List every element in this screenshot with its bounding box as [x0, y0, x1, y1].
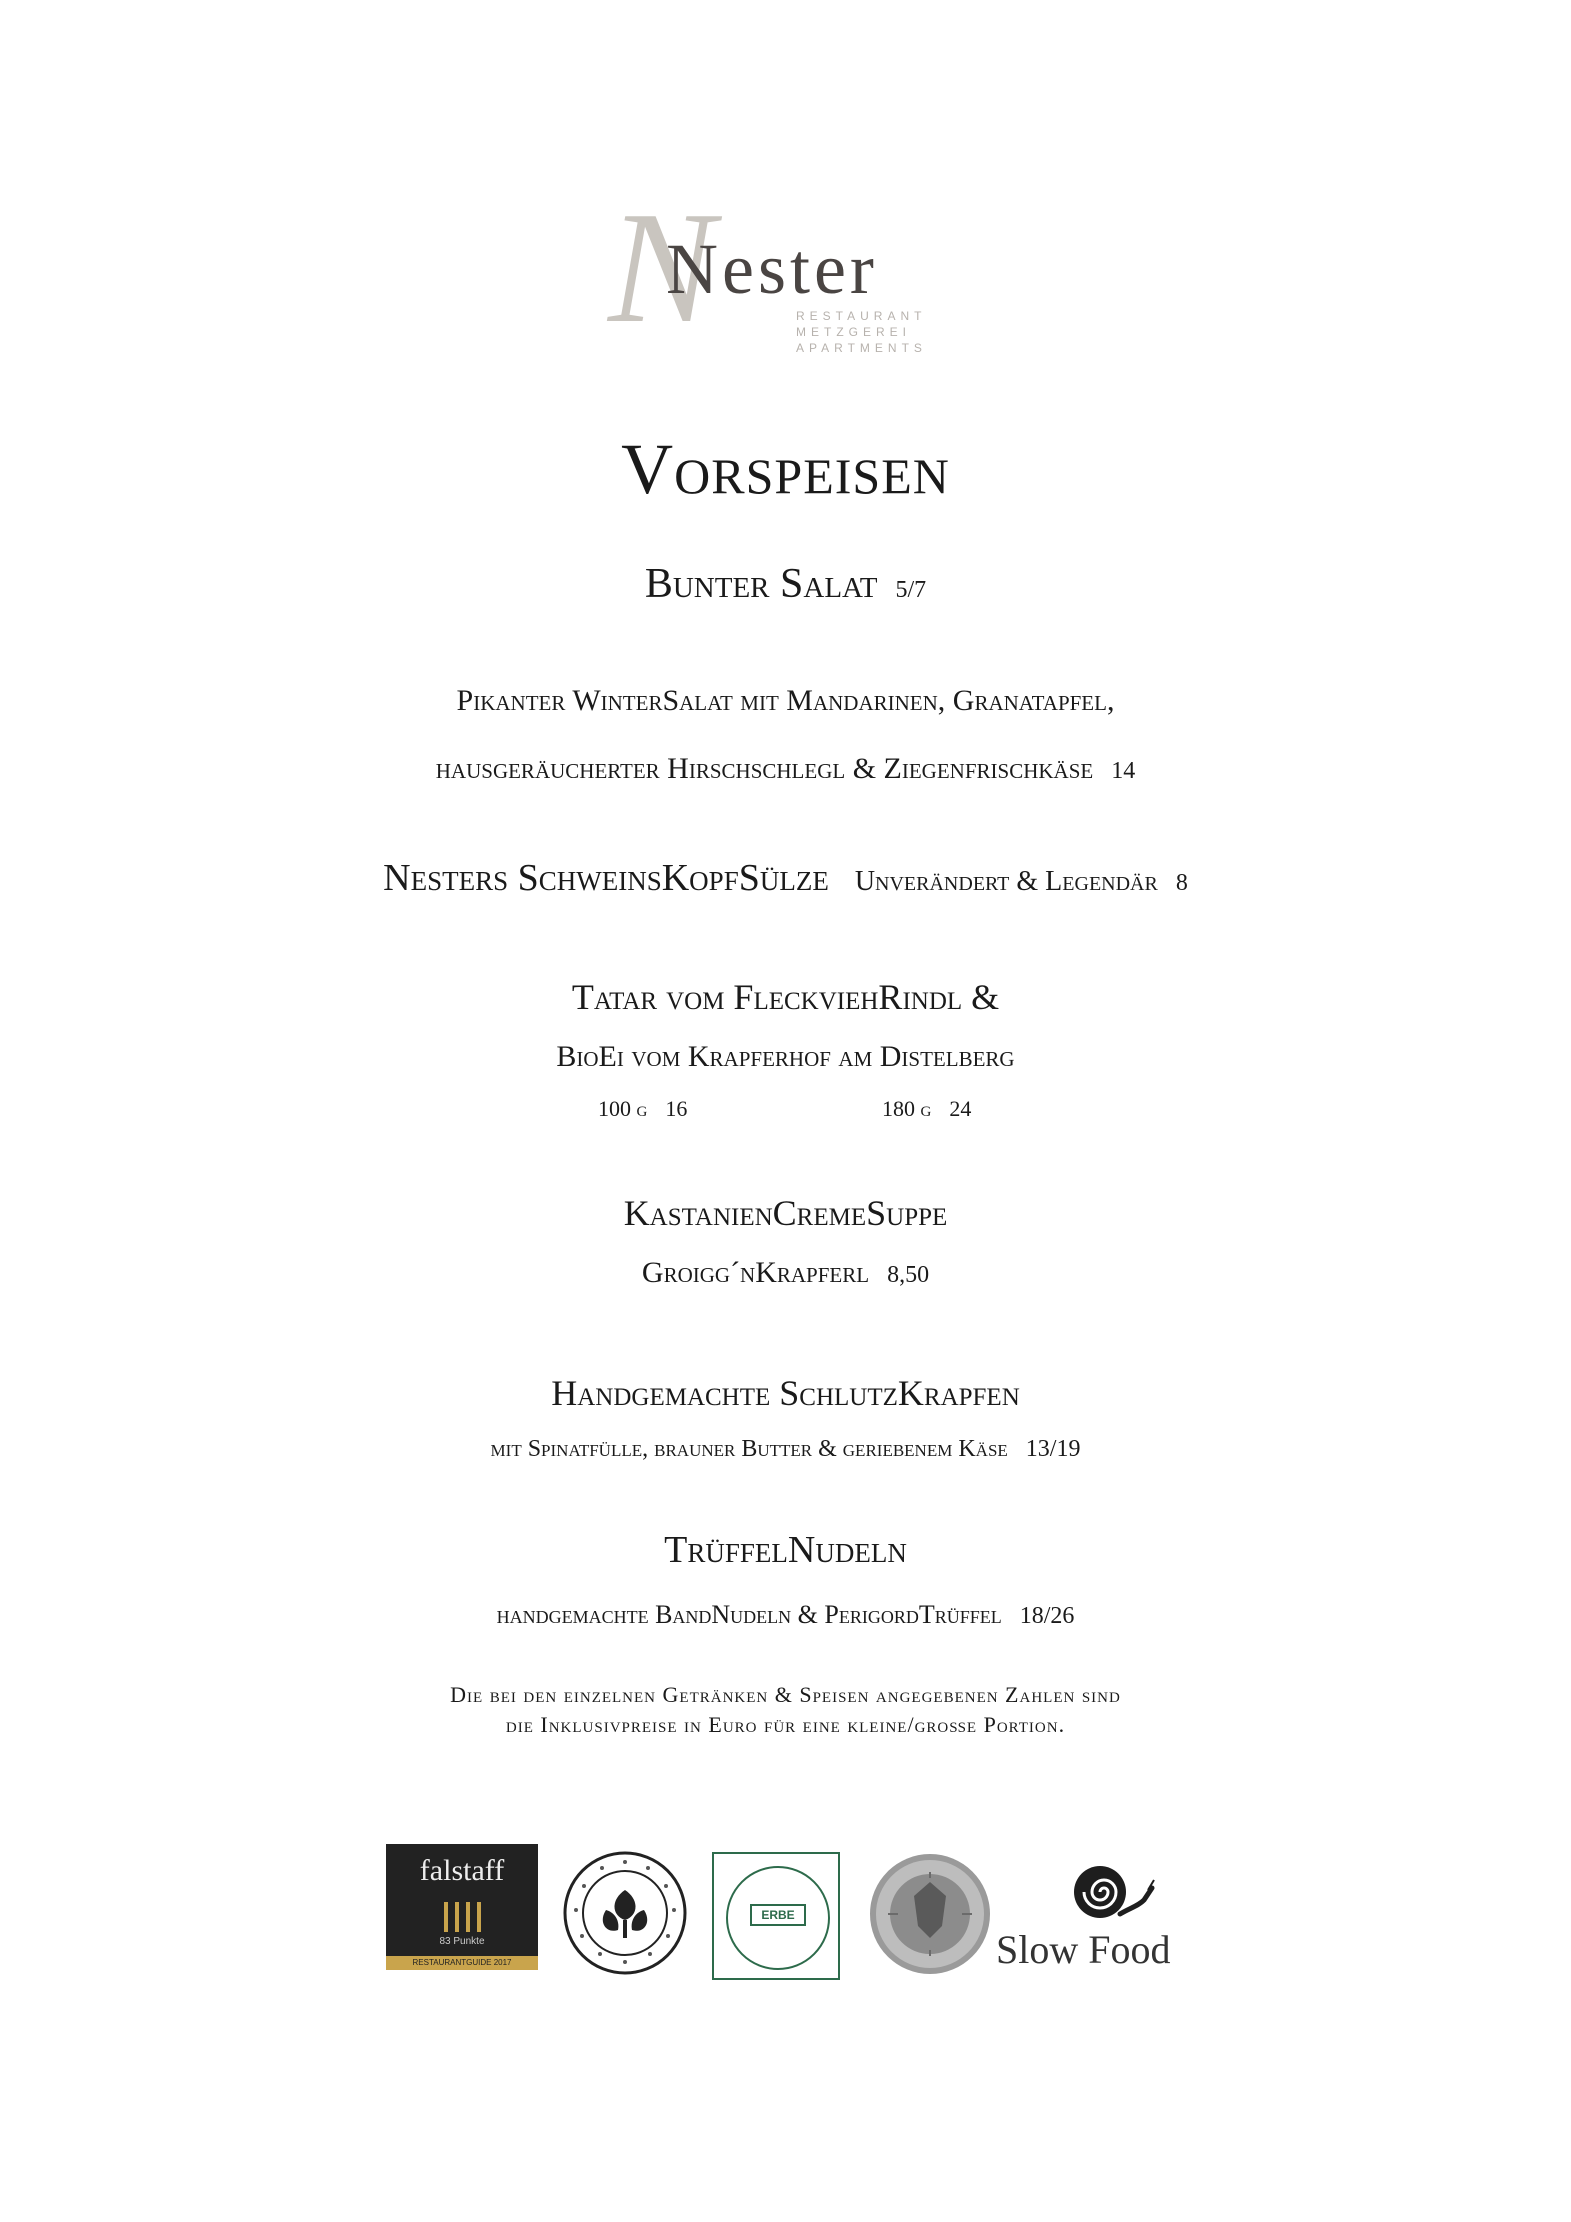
item-desc: handgemachte BandNudeln & PerigordTrüffel: [496, 1600, 1002, 1629]
erbe-label: ERBE: [750, 1904, 806, 1926]
menu-item-bunter-salat: [0, 560, 1571, 608]
menu-item-tatar-line2: BioEi vom Krapferhof am Distelberg: [556, 1040, 1015, 1073]
falstaff-badge: [386, 1844, 538, 1970]
falstaff-points: 83 Punkte: [439, 1936, 485, 1947]
footnote-line2: die Inklusivpreise in Euro für eine kleine/große Portion.: [505, 1712, 1066, 1737]
snail-icon: [1060, 1860, 1156, 1924]
item-name: Bunter Salat: [644, 561, 878, 607]
crest-seal-badge: [868, 1852, 994, 1978]
menu-item-trueffelnudeln: TrüffelNudeln: [664, 1529, 907, 1571]
logo-subtitle-1: RESTAURANT: [796, 309, 927, 323]
item-desc: Groigg´nKrapferl: [641, 1256, 870, 1289]
item-price: 8,50: [887, 1262, 930, 1288]
menu-item-schweinskopfsuelze: [0, 856, 1571, 900]
portion-label: 100 g: [598, 1096, 648, 1121]
logo-word: Nester: [666, 229, 878, 309]
slow-food-text: Slow Food: [996, 1927, 1171, 1972]
logo-subtitle-3: APARTMENTS: [796, 341, 927, 355]
item-desc: Unverändert & Legendär: [854, 866, 1158, 897]
leaf-seal-icon: [562, 1850, 688, 1976]
item-price: 13/19: [1025, 1436, 1081, 1462]
item-price: 8: [1175, 870, 1188, 896]
menu-item-schlutzkrapfen: Handgemachte SchlutzKrapfen: [551, 1373, 1020, 1413]
crest-seal-icon: [868, 1852, 992, 1976]
portion-price: 16: [665, 1096, 688, 1121]
falstaff-guide: RESTAURANTGUIDE 2017: [386, 1956, 538, 1970]
fork-icon: [442, 1902, 482, 1932]
page-title: Vorspeisen: [621, 429, 950, 509]
logo-letter: N: [608, 178, 715, 356]
restaurant-logo: [600, 178, 960, 365]
slow-food-logo: [996, 1860, 1220, 1980]
menu-item-wintersalat-line1: Pikanter WinterSalat mit Mandarinen, Granatapfel,: [456, 684, 1115, 717]
falstaff-name: falstaff: [419, 1854, 505, 1887]
menu-item-kastaniencremesuppe: KastanienCremeSuppe: [623, 1193, 948, 1233]
item-name: Nesters SchweinsKopfSülze: [383, 857, 829, 899]
menu-item-trueffelnudeln-desc: [0, 1600, 1571, 1630]
portion-large: [882, 1096, 971, 1122]
portion-small: [598, 1096, 687, 1122]
item-price: 18/26: [1019, 1603, 1075, 1629]
item-desc: mit Spinatfülle, brauner Butter & geriebenem Käse: [490, 1436, 1008, 1462]
portion-price: 24: [949, 1096, 972, 1121]
item-price: 5/7: [895, 577, 927, 603]
menu-item-tatar-line1: Tatar vom FleckviehRindl &: [571, 977, 1000, 1017]
logo-subtitle-2: METZGEREI: [796, 325, 912, 339]
erbe-badge: [712, 1852, 840, 1980]
portion-label: 180 g: [882, 1096, 932, 1121]
menu-item-wintersalat-line2: [0, 752, 1571, 786]
menu-item-schlutzkrapfen-desc: [0, 1436, 1571, 1463]
item-price: 14: [1111, 758, 1136, 784]
footnote-line1: Die bei den einzelnen Getränken & Speisen angegebenen Zahlen sind: [450, 1682, 1121, 1707]
item-desc: hausgeräucherter Hirschschlegl & Ziegenfrischkäse: [435, 752, 1094, 785]
menu-item-kastaniencremesuppe-desc: [0, 1256, 1571, 1290]
leaf-seal-badge: [562, 1850, 688, 1976]
